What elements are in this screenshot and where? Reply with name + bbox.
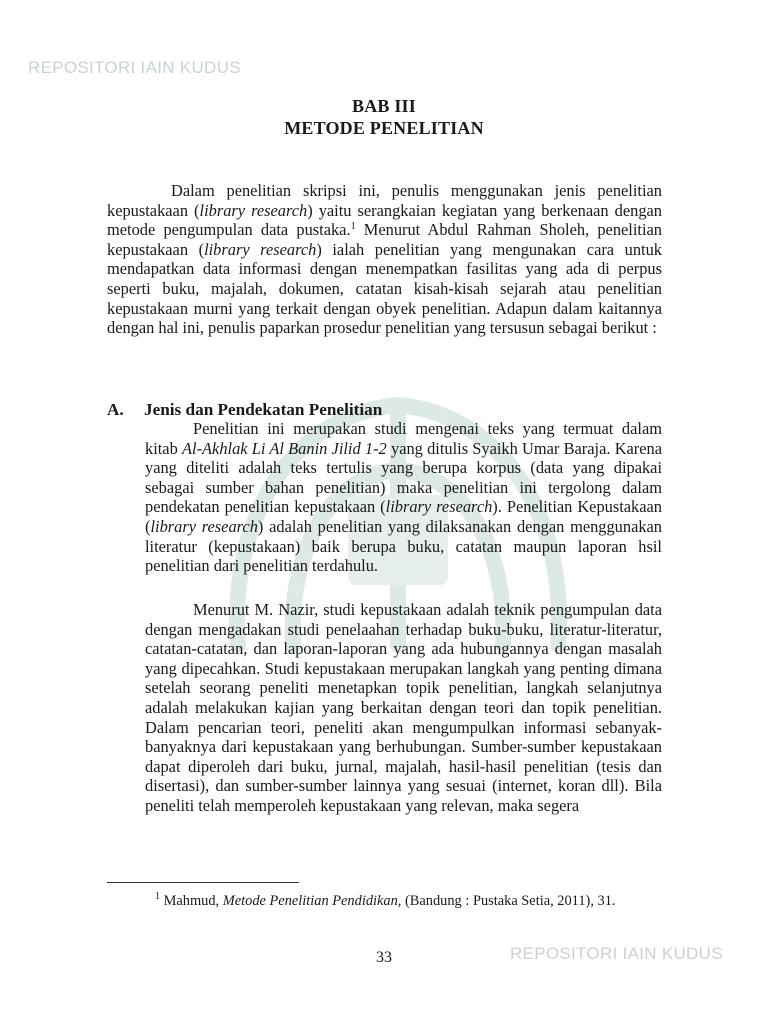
section-title: Jenis dan Pendekatan Penelitian <box>144 400 383 419</box>
footnote-number: 1 <box>155 891 160 902</box>
watermark-iain-kudus: IAIN KUDUS <box>622 944 723 963</box>
p2-term-1: library research <box>385 497 493 517</box>
intro-term-2: library research <box>204 239 317 259</box>
footnote-reference: 1 <box>350 221 356 233</box>
repository-watermark-bottom <box>510 944 723 964</box>
chapter-title: METODE PENELITIAN <box>284 118 484 138</box>
repository-watermark-top <box>28 58 241 78</box>
p2-text-4: ) adalah penelitian yang dilaksanakan dengan menggunakan literatur (kepustakaan) baik berupa buku, catatan maupun laporan hsil penelitian dari penelitian terdahulu. <box>145 516 663 576</box>
intro-text-4: ) ialah penelitian yang mengunakan cara untuk mendapatkan data informasi dengan menempatkan fasilitas yang ada di perpus seperti buku, majalah, dokumen, catatan kisah-kisah sejarah atau penelitian kepustakaan murni yang terkait dengan obyek penelitian. Adapun dalam kaitannya dengan hal ini, penulis paparkan prosedur penelitian yang tersusun sebagai berikut : <box>107 239 663 338</box>
intro-term-1: library research <box>199 200 308 220</box>
footnote-text-2: , (Bandung : Pustaka Setia, 2011), 31. <box>397 893 616 909</box>
watermark-repositori: REPOSITORI <box>28 58 136 77</box>
p2-text-3: ). Penelitian Kepustakaan ( <box>145 497 662 536</box>
intro-text-1: Dalam penelitian skripsi ini, penulis menggunakan jenis penelitian kepustakaan ( <box>107 181 662 220</box>
intro-paragraph <box>107 181 662 338</box>
footnote <box>107 891 662 911</box>
chapter-number: BAB III <box>352 96 416 116</box>
watermark-repositori: REPOSITORI <box>510 944 618 963</box>
footnote-separator <box>107 882 299 883</box>
p2-book-title: Al-Akhlak Li Al Banin Jilid 1-2 <box>182 438 387 458</box>
p2-term-2: library research <box>150 516 258 536</box>
page-number: 33 <box>376 949 392 966</box>
intro-text-3: Menurut Abdul Rahman Sholeh, penelitian kepustakaan ( <box>107 220 662 259</box>
section-number: A. <box>107 400 124 419</box>
p2-text-1: Penelitian ini merupakan studi mengenai teks yang termuat dalam kitab <box>145 419 662 458</box>
section-a-paragraph-1 <box>145 419 662 576</box>
section-a-paragraph-2: Menurut M. Nazir, studi kepustakaan adalah teknik pengumpulan data dengan mengadakan studi penelaahan terhadap buku-buku, literatur-literatur, catatan-catatan, dan laporan-laporan yang ada hubungannya dengan masalah yang dipecahkan. Studi kepustakaan merupakan langkah yang penting dimana setelah seorang peneliti menetapkan topik penelitian, langkah selanjutnya adalah melakukan kajian yang berkaitan dengan teori dan topik penelitian. Dalam pencarian teori, peneliti akan mengumpulkan informasi sebanyak-banyaknya dari kepustakaan yang berhubungan. Sumber-sumber kepustakaan dapat diperoleh dari buku, jurnal, majalah, hasil-hasil penelitian (tesis dan disertasi), dan sumber-sumber lainnya yang sesuai (internet, koran dll). Bila peneliti telah memperoleh kepustakaan yang relevan, maka segera <box>145 600 662 815</box>
watermark-iain-kudus: IAIN KUDUS <box>140 58 241 77</box>
footnote-book-title: Metode Penelitian Pendidikan <box>222 893 398 909</box>
footnote-text-1: Mahmud, <box>160 893 223 909</box>
section-heading-a <box>107 400 382 420</box>
intro-text-2: ) yaitu serangkaian kegiatan yang berkenaan dengan metode pengumpulan data pustaka. <box>107 200 662 240</box>
p2-text-2: yang ditulis Syaikh Umar Baraja. Karena yang diteliti adalah teks tertulis yang berupa korpus (data yang dipakai sebagai sumber bahan penelitian) maka penelitian ini tergolong dalam pendekatan penelitian kepustakaan ( <box>145 438 663 517</box>
